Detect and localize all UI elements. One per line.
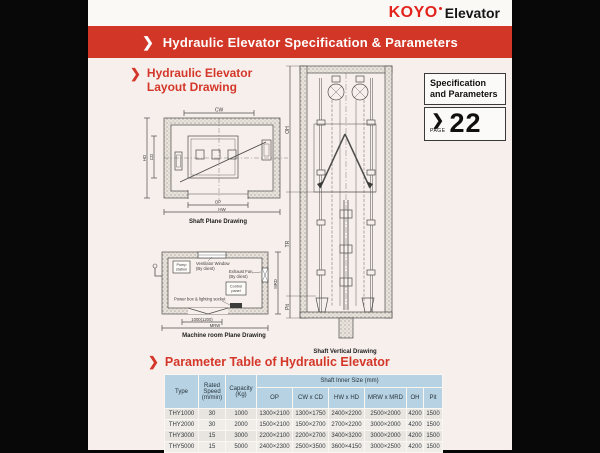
table-row (165, 409, 443, 420)
table-cell: 1500 (424, 420, 443, 431)
machine-room-drawing (150, 246, 298, 332)
dim-label-op: OP (214, 199, 222, 205)
dim-label-pit: Pit (285, 304, 291, 310)
table-cell: 4200 (407, 409, 424, 420)
table-cell: 4200 (407, 442, 424, 453)
dim-label-cd: CD (149, 153, 154, 161)
table-cell: THY2000 (165, 420, 199, 431)
table-cell: 15 (199, 442, 226, 453)
table-cell: 3000×2000 (365, 420, 407, 431)
table-row (165, 420, 443, 431)
shaft-plane-drawing (142, 106, 294, 218)
dim-label-inner-width: 1000(1200) (191, 316, 213, 322)
table-cell: 4200 (407, 420, 424, 431)
power-box-label: Power box & lighting socket (174, 296, 226, 302)
table-cell: 2200×2100 (257, 431, 293, 442)
parameter-table-body (165, 409, 443, 453)
chevron-right-icon: ❯ (431, 112, 445, 129)
col-header-type: Type (165, 375, 199, 409)
table-cell: 1500×2700 (293, 420, 329, 431)
machine-room-caption: Machine room Plane Drawing (182, 333, 266, 339)
dim-label-hd: HD (142, 154, 147, 162)
svg-text:(By client): (By client) (229, 274, 248, 279)
table-cell: 2500×3500 (293, 442, 329, 453)
col-header-capacity: Capacity (Kg) (226, 375, 257, 409)
dim-label-hw: HW (218, 206, 226, 212)
table-cell: 4200 (407, 431, 424, 442)
table-cell: 15 (199, 431, 226, 442)
page-number-cell (424, 107, 506, 141)
table-cell: 3000×2500 (365, 442, 407, 453)
page-label: PAGE (430, 128, 446, 134)
dim-label-oh: OH (285, 126, 291, 134)
ventilator-window-label: Ventilator Window (196, 261, 230, 266)
table-cell: THY5000 (165, 442, 199, 453)
svg-text:(By client): (By client) (196, 266, 215, 271)
shaft-plane-caption: Shaft Plane Drawing (188, 219, 247, 225)
svg-text:station: station (175, 267, 188, 272)
svg-text:panel: panel (231, 289, 241, 293)
section-title-text: Hydraulic Elevator Layout Drawing (146, 66, 253, 94)
top-logo-bar (88, 0, 512, 26)
table-cell: 1500×2100 (257, 420, 293, 431)
exhaust-fan-label: Exhaust Fan (229, 269, 253, 274)
koyo-elevator-logo (389, 5, 500, 21)
chevron-right-icon: ❯ (130, 66, 141, 81)
col-header-pit: Pit (424, 388, 443, 409)
table-cell: 3000×2000 (365, 431, 407, 442)
table-cell: 1300×2100 (257, 409, 293, 420)
machine-room-drawing-svg (150, 246, 298, 332)
table-cell: 30 (199, 420, 226, 431)
layout-drawing-section-title (130, 66, 252, 94)
page-number-box (424, 73, 506, 141)
col-header-mrwmrd: MRW x MRD (365, 388, 407, 409)
table-cell: THY3000 (165, 431, 199, 442)
pump-station-label: Pump (176, 263, 187, 267)
shaft-vertical-drawing (284, 60, 406, 348)
table-cell: 2500×2000 (365, 409, 407, 420)
col-header-shaft-group: Shaft Inner Size (mm) (257, 375, 443, 388)
table-cell: 2400×2300 (257, 442, 293, 453)
dim-label-mrd: MRD (273, 279, 278, 289)
col-header-oh: OH (407, 388, 424, 409)
logo-product-text: Elevator (444, 5, 500, 21)
parameter-table-section-title (148, 354, 390, 370)
page-title-banner (88, 26, 512, 58)
table-cell: 2400×2200 (329, 409, 365, 420)
table-cell: 1300×1750 (293, 409, 329, 420)
dim-label-tr: TR (285, 240, 291, 248)
table-cell: 1000 (226, 409, 257, 420)
control-panel-label: Control (229, 284, 243, 289)
scanned-brochure-page (88, 0, 512, 450)
table-cell: THY1000 (165, 409, 199, 420)
table-cell: 5000 (226, 442, 257, 453)
table-cell: 1500 (424, 442, 443, 453)
logo-brand-text: KOYO (388, 4, 438, 21)
section-title-text: Parameter Table of Hydraulic Elevator (164, 355, 390, 369)
page-number: 22 (449, 108, 482, 138)
dim-label-cw: CW (214, 107, 224, 114)
shaft-vertical-drawing-svg (284, 60, 406, 348)
table-cell: 2200×2700 (293, 431, 329, 442)
parameter-table (164, 374, 443, 453)
page-title: Hydraulic Elevator Specification & Parameters (162, 34, 458, 50)
table-cell: 2700×2200 (329, 420, 365, 431)
chevron-right-icon: ❯ (142, 33, 154, 50)
chevron-right-icon: ❯ (148, 354, 159, 369)
shaft-plane-drawing-svg (142, 106, 294, 218)
col-header-cwcd: CW x CD (293, 388, 329, 409)
table-cell: 3600×4150 (329, 442, 365, 453)
table-cell: 30 (199, 409, 226, 420)
table-cell: 1500 (424, 409, 443, 420)
table-cell: 1500 (424, 431, 443, 442)
spec-parameters-label: Specification and Parameters (424, 73, 506, 105)
table-cell: 3000 (226, 431, 257, 442)
table-row (165, 442, 443, 453)
logo-trademark-dot-icon (439, 7, 442, 10)
col-header-speed: Rated Speed (m/min) (199, 375, 226, 409)
table-row (165, 431, 443, 442)
col-header-hwhd: HW x HD (329, 388, 365, 409)
table-cell: 3400×3200 (329, 431, 365, 442)
col-header-op: OP (257, 388, 293, 409)
table-cell: 2000 (226, 420, 257, 431)
shaft-vertical-caption: Shaft Vertical Drawing (313, 349, 377, 355)
dim-label-mrw: MRW (209, 322, 221, 328)
